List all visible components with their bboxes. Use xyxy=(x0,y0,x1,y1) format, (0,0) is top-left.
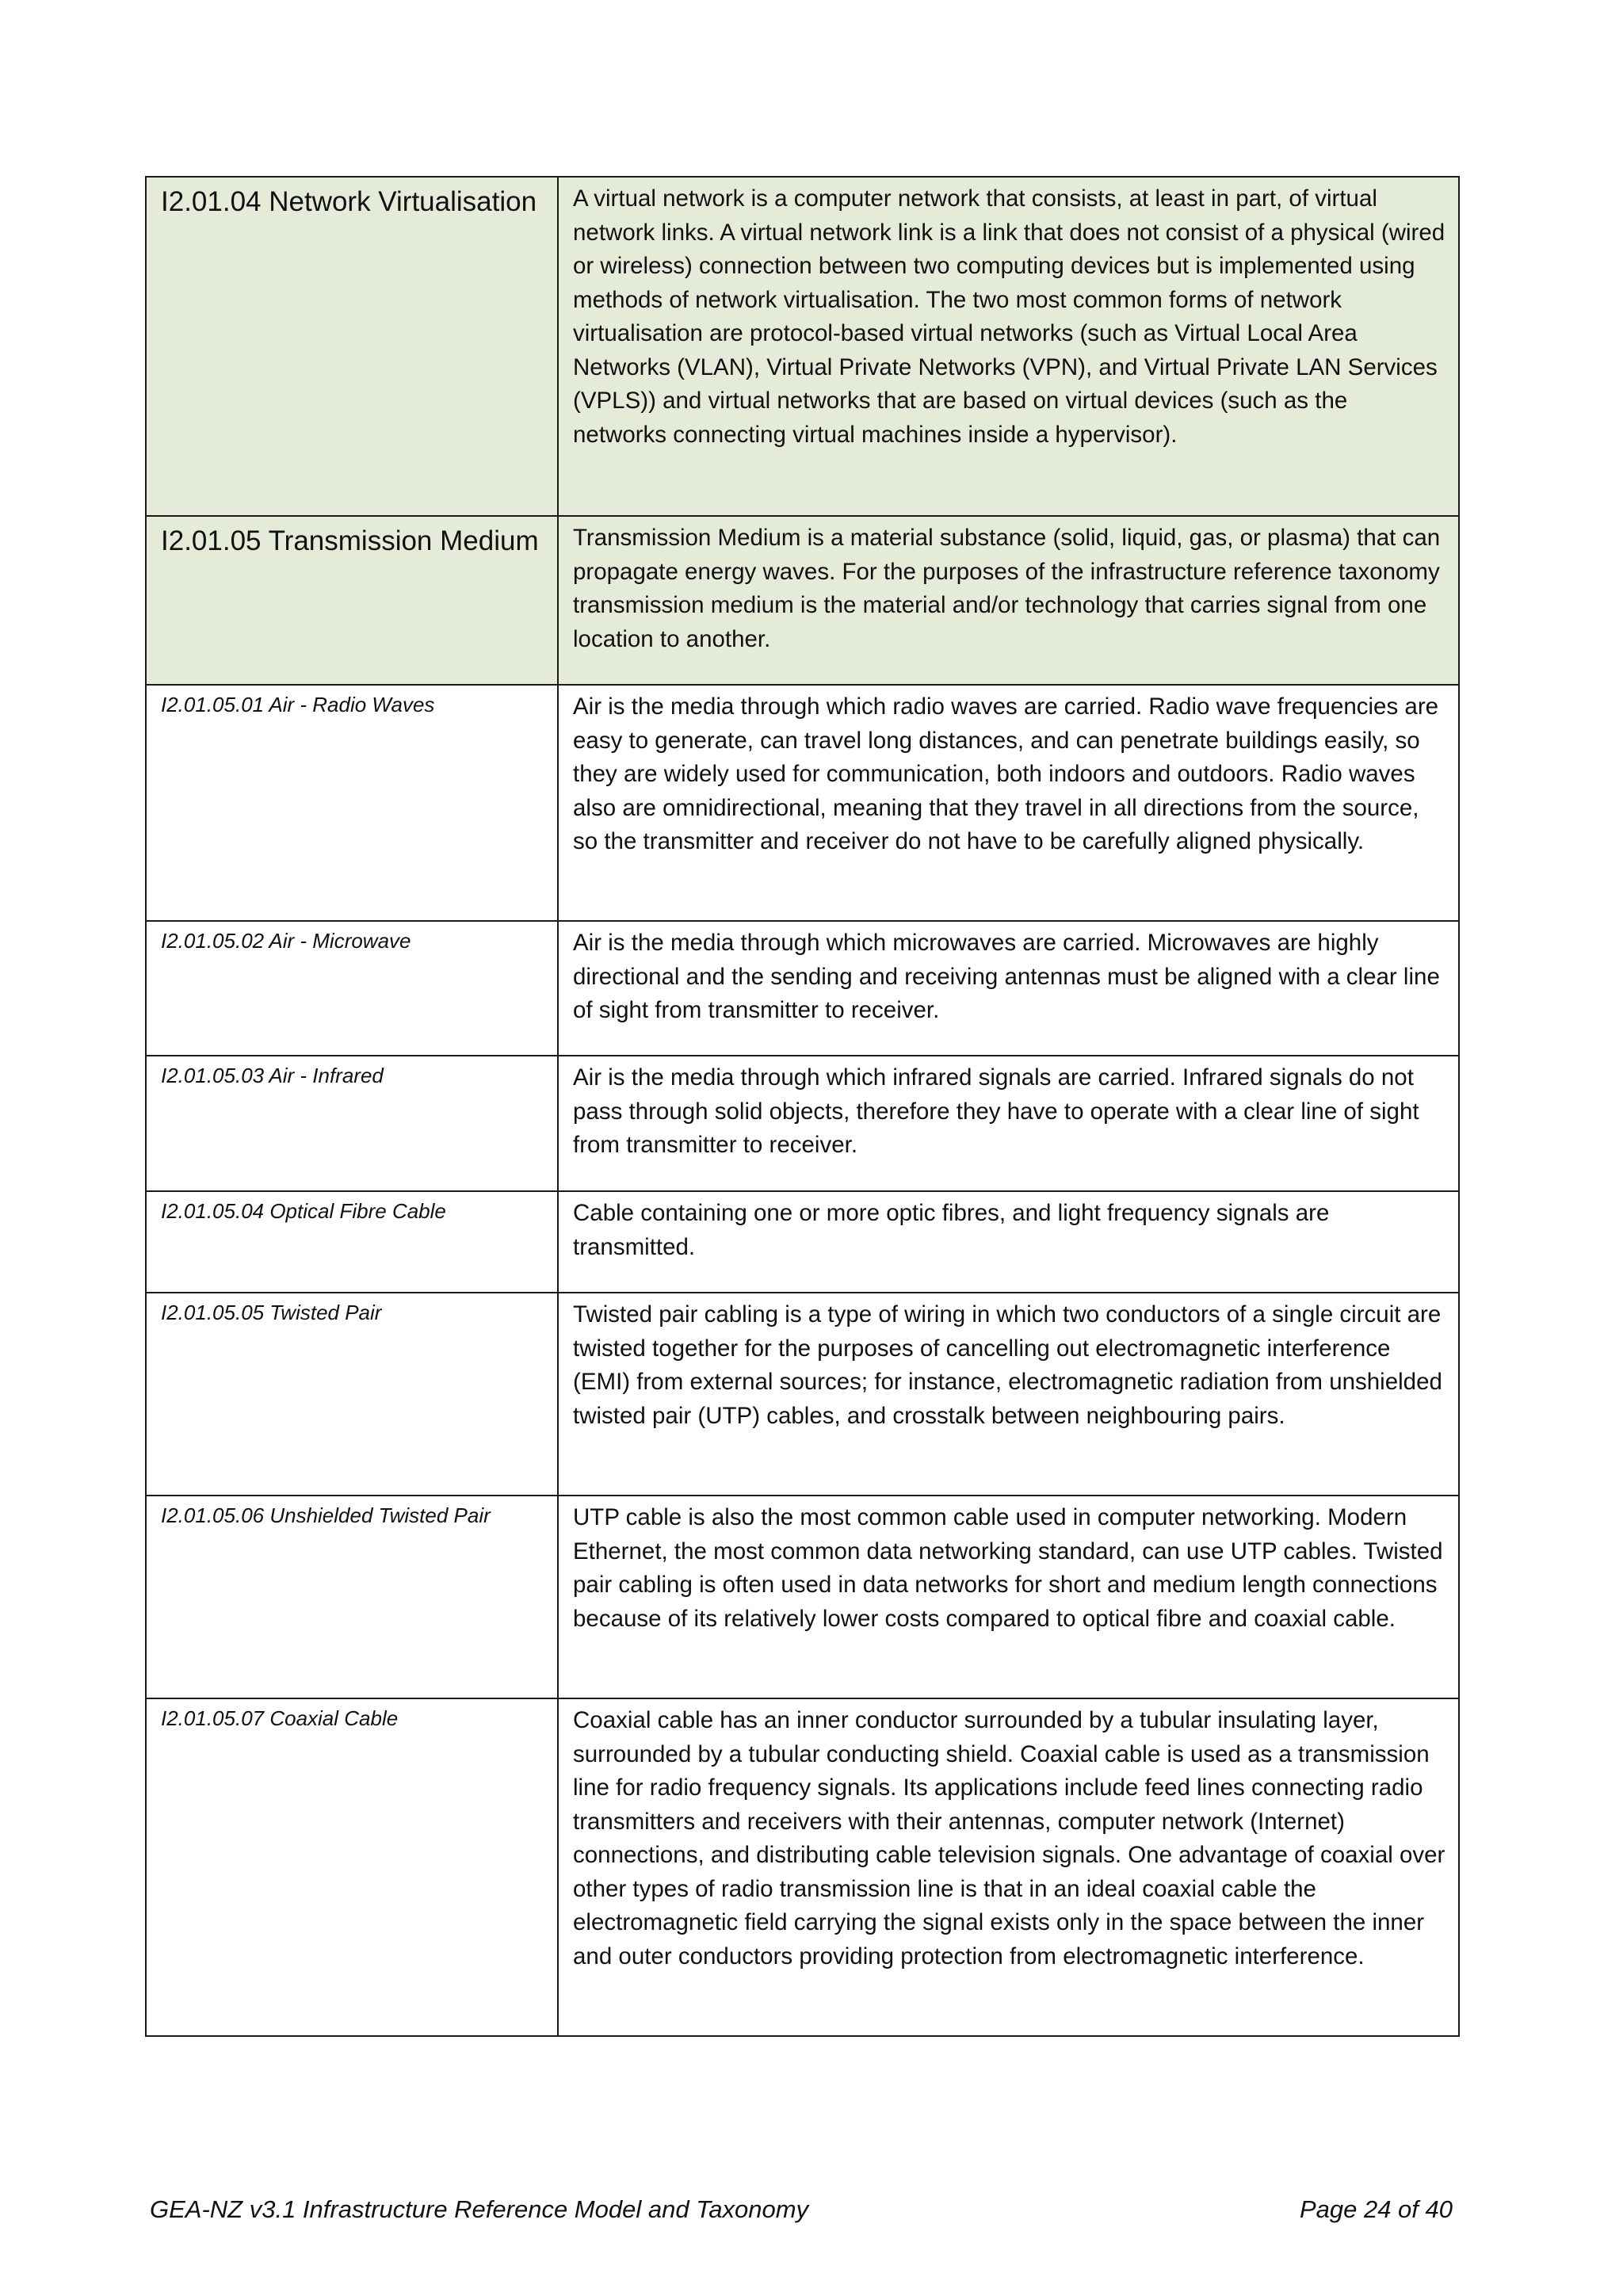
description-text: Air is the media through which infrared signals are carried. Infrared signals do not pass through solid objects, therefore they have to operate with a clear line of sight from transmitter to receiver. xyxy=(573,1064,1419,1158)
term-cell xyxy=(146,921,558,1056)
term-text: I2.01.05.02 Air - Microwave xyxy=(161,929,411,953)
table-row-air-radio-waves xyxy=(146,685,1459,921)
description-text: Transmission Medium is a material substance (solid, liquid, gas, or plasma) that can propagate energy waves. For the purposes of the infrastructure reference taxonomy transmission medium is the material and/or technology that carries signal from one location to another. xyxy=(573,525,1441,652)
term-text: I2.01.05.06 Unshielded Twisted Pair xyxy=(161,1503,491,1527)
table-row-air-microwave xyxy=(146,921,1459,1056)
description-cell xyxy=(558,685,1459,921)
taxonomy-table xyxy=(145,176,1460,2037)
term-text: I2.01.05.03 Air - Infrared xyxy=(161,1064,384,1087)
description-text: UTP cable is also the most common cable used in computer networking. Modern Ethernet, the most common data networking standard, can use UTP cables. Twisted pair cabling is often used in data networks for short and medium length connections because of its relatively lower costs compared to optical fibre and coaxial cable. xyxy=(573,1504,1443,1632)
term-cell xyxy=(146,177,558,516)
description-cell xyxy=(558,177,1459,516)
footer-page-number: Page 24 of 40 xyxy=(1299,2195,1453,2223)
description-cell xyxy=(558,1056,1459,1191)
description-text: Air is the media through which microwaves are carried. Microwaves are highly directional and the sending and receiving antennas must be aligned with a clear line of sight from transmitter to receiver. xyxy=(573,930,1440,1023)
term-text: I2.01.04 Network Virtualisation xyxy=(161,186,537,217)
term-cell xyxy=(146,516,558,685)
table-row-unshielded-twisted-pair xyxy=(146,1496,1459,1698)
description-text: A virtual network is a computer network that consists, at least in part, of virtual network links. A virtual network link is a link that does not consist of a physical (wired or wireless) connection between two computing devices but is implemented using methods of network virtualisation. The two most common forms of network virtualisation are protocol-based virtual networks (such as Virtual Local Area Networks (VLAN), Virtual Private Networks (VPN), and Virtual Private LAN Services (VPLS)) and virtual networks that are based on virtual devices (such as the networks connecting virtual machines inside a hypervisor). xyxy=(573,185,1445,448)
table-row-twisted-pair xyxy=(146,1293,1459,1496)
description-cell xyxy=(558,516,1459,685)
term-text: I2.01.05 Transmission Medium xyxy=(161,525,539,556)
term-cell xyxy=(146,1698,558,2036)
term-text: I2.01.05.05 Twisted Pair xyxy=(161,1301,382,1324)
table-row-optical-fibre-cable xyxy=(146,1191,1459,1293)
table-row-transmission-medium xyxy=(146,516,1459,685)
table-row-network-virtualisation xyxy=(146,177,1459,516)
term-cell xyxy=(146,1496,558,1698)
term-text: I2.01.05.01 Air - Radio Waves xyxy=(161,693,435,716)
term-text: I2.01.05.07 Coaxial Cable xyxy=(161,1706,399,1730)
description-cell xyxy=(558,1496,1459,1698)
description-text: Coaxial cable has an inner conductor surrounded by a tubular insulating layer, surrounded by a tubular conducting shield. Coaxial cable is used as a transmission line for radio frequency signals. Its applications include feed lines connecting radio transmitters and receivers with their antennas, computer network (Internet) connections, and distributing cable television signals. One advantage of coaxial over other types of radio transmission line is that in an ideal coaxial cable the electromagnetic field carrying the signal exists only in the space between the inner and outer conductors providing protection from electromagnetic interference. xyxy=(573,1707,1445,1969)
footer-document-title: GEA-NZ v3.1 Infrastructure Reference Model and Taxonomy xyxy=(150,2195,809,2223)
term-text: I2.01.05.04 Optical Fibre Cable xyxy=(161,1199,446,1223)
description-cell xyxy=(558,1191,1459,1293)
description-cell xyxy=(558,1293,1459,1496)
table-row-coaxial-cable xyxy=(146,1698,1459,2036)
description-text: Cable containing one or more optic fibres, and light frequency signals are transmitted. xyxy=(573,1200,1330,1260)
description-cell xyxy=(558,1698,1459,2036)
table-row-air-infrared xyxy=(146,1056,1459,1191)
description-text: Air is the media through which radio waves are carried. Radio wave frequencies are easy to generate, can travel long distances, and can penetrate buildings easily, so they are widely used for communication, both indoors and outdoors. Radio waves also are omnidirectional, meaning that they travel in all directions from the source, so the transmitter and receiver do not have to be carefully aligned physically. xyxy=(573,693,1439,854)
description-cell xyxy=(558,921,1459,1056)
term-cell xyxy=(146,1293,558,1496)
term-cell xyxy=(146,1056,558,1191)
term-cell xyxy=(146,1191,558,1293)
description-text: Twisted pair cabling is a type of wiring in which two conductors of a single circuit are twisted together for the purposes of cancelling out electromagnetic interference (EMI) from external sources; for instance, electromagnetic radiation from unshielded twisted pair (UTP) cables, and crosstalk between neighbouring pairs. xyxy=(573,1301,1442,1429)
term-cell xyxy=(146,685,558,921)
